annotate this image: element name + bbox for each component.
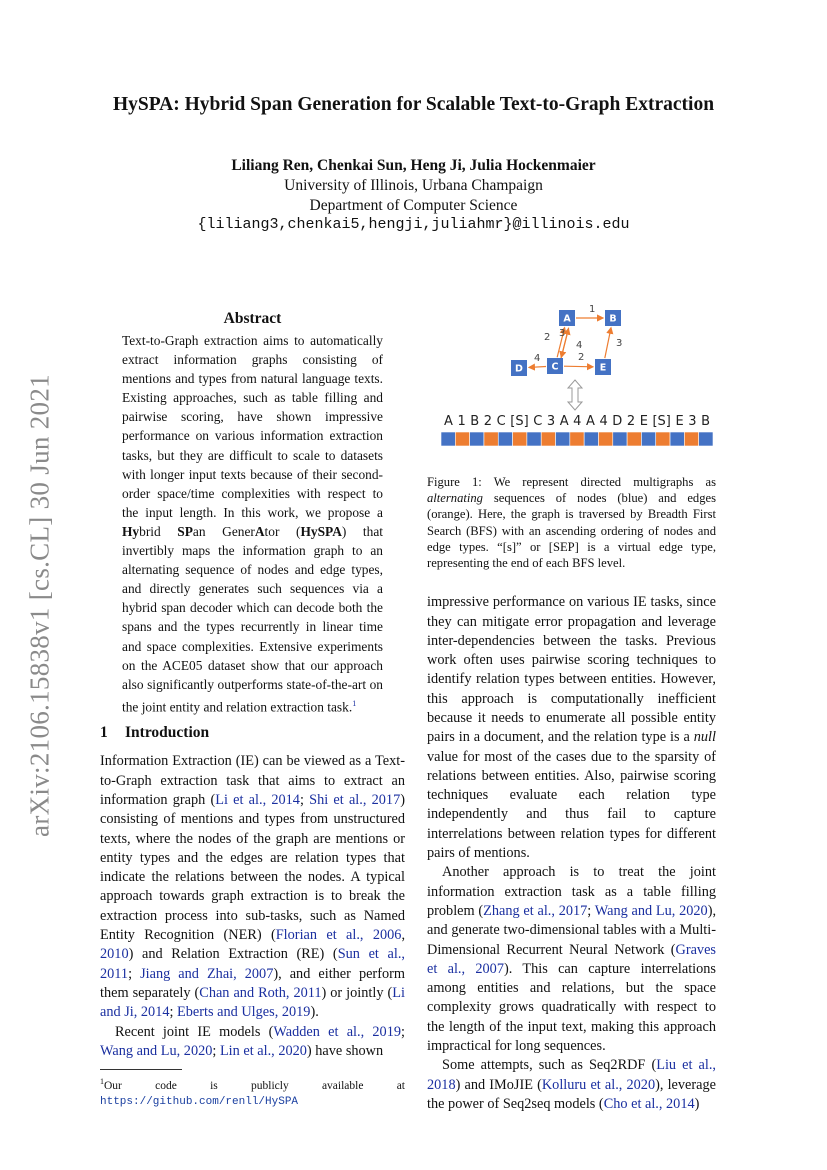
- authors: Liliang Ren, Chenkai Sun, Heng Ji, Julia Hockenmaier: [231, 157, 596, 174]
- citation-link[interactable]: Li et al., 2014: [215, 791, 300, 808]
- sequence-cell: [570, 432, 584, 446]
- sequence-cell: [584, 432, 598, 446]
- bidirectional-arrow-icon: [568, 380, 582, 410]
- text-run: ;: [212, 1042, 220, 1059]
- text-run: ) consisting of mentions and types from unstructured texts, where the nodes of the graph are mentions or entity types and the edges are relation types that indicate the relations between the nodes. A typical approach towards graph extraction is to break the extraction process into sub-tasks, such as Named Entity Recognition (NER) (: [100, 791, 405, 944]
- sequence-token: C: [533, 414, 543, 429]
- citation-link[interactable]: Zhang et al., 2017: [483, 902, 588, 919]
- text-run: Information Extraction (IE) can be viewed as a Text-to-Graph extraction task that aims to extract an information graph (: [100, 753, 405, 808]
- citation-link[interactable]: Chan and Roth, 2011: [199, 984, 322, 1001]
- citation-link[interactable]: Jiang and Zhai, 2007: [140, 965, 274, 982]
- edge-label: 2: [544, 332, 551, 343]
- citation-link[interactable]: Graves et al., 2007: [427, 941, 716, 977]
- footnote: [100, 1074, 405, 1110]
- sequence-cell: [699, 432, 713, 446]
- sequence-cell: [670, 432, 684, 446]
- sequence-token: 2: [483, 414, 493, 429]
- citation-link[interactable]: Shi et al., 2017: [309, 791, 401, 808]
- text-run: Another approach is to treat the joint information extraction task as a table filling problem (: [427, 864, 716, 919]
- figure-caption: [427, 474, 716, 571]
- text-run: ) or jointly (: [321, 984, 393, 1001]
- footnote-rule: [100, 1069, 182, 1070]
- citation-link[interactable]: 2010: [100, 946, 129, 963]
- edge-label: 4: [534, 353, 541, 364]
- citation-link[interactable]: Wang and Lu, 2020: [100, 1042, 213, 1059]
- text-run: Text-to-Graph extraction aims to automatically extract information graphs consisting of mentions and types from natural language texts. Existing approaches, such as table filling and pairwise scoring, have shown impressive performance on various information extraction tasks, but they are difficult to scale to datasets with longer input texts because of their second-order space/time complexities with respect to the input length. In this work, we propose a: [122, 333, 383, 520]
- text-run: value for most of the cases due to the sparsity of relations between entities. Also, pairwise scoring techniques evaluate each relation type independently and thus fail to capture interrelations between relation types for different pairs of mentions.: [427, 748, 716, 862]
- sequence-cell: [455, 432, 469, 446]
- author-emails: {liliang3,chenkai5,hengji,juliahmr}@illinois.edu: [197, 216, 630, 233]
- sequence-token: C: [496, 414, 506, 429]
- node-label: E: [599, 362, 607, 374]
- introduction-text: [100, 752, 405, 1061]
- text-run: Figure 1: We represent directed multigraphs as: [427, 475, 716, 489]
- edge-label: 2: [578, 352, 585, 363]
- paragraph: [427, 863, 716, 1056]
- citation-link[interactable]: Wang and Lu, 2020: [594, 902, 708, 919]
- left-column: [100, 310, 405, 1110]
- paragraph: [427, 1056, 716, 1114]
- text-run: alternating: [427, 491, 483, 506]
- sequence-token: 4: [573, 414, 582, 429]
- sequence-token: A: [444, 414, 453, 429]
- sequence-cell: [498, 432, 512, 446]
- text-run: an Gener: [192, 523, 255, 539]
- sequence-token: 2: [626, 414, 636, 429]
- sequence-token: 3: [546, 414, 556, 429]
- citation-link[interactable]: Florian et al., 2006: [275, 927, 402, 944]
- footnote-ref[interactable]: 1: [352, 698, 357, 708]
- text-run: ).: [310, 1004, 319, 1021]
- paragraph: [427, 593, 716, 863]
- sequence-cell: [613, 432, 627, 446]
- citation-link[interactable]: Wadden et al., 2019: [273, 1023, 402, 1040]
- sequence-token: E: [675, 414, 684, 429]
- text-run: ,: [401, 927, 406, 944]
- node-label: A: [563, 313, 571, 325]
- text-run: ) that invertibly maps the information graph to an alternating sequence of nodes and edge types, and directly generates such sequences via a hybrid span decoder which can decode both the spans and the types recurrently in linear time and space complexities. Extensive experiments on the ACE05 dataset show that our approach also significantly outperforms state-of-the-art on the joint entity and relation extraction task.: [122, 523, 383, 715]
- text-run: ) and Relation Extraction (RE) (: [128, 946, 338, 963]
- abstract-text: [122, 331, 383, 716]
- sequence-token: 4: [599, 414, 608, 429]
- sequence-token: B: [701, 414, 710, 429]
- affiliation-department: Department of Computer Science: [309, 197, 518, 214]
- sequence-token: E: [639, 414, 648, 429]
- sequence-cell: [641, 432, 655, 446]
- text-run: ). This can capture interrelations among entities and relations, but the space complexity grows quadratically with respect to the length of the input text, making this approach impractical for long sequences.: [427, 960, 716, 1055]
- citation-link[interactable]: Li and Ji, 2014: [100, 984, 405, 1021]
- sequence-cell: [441, 432, 455, 446]
- sequence-cell: [656, 432, 670, 446]
- sequence-token: [S]: [510, 414, 529, 429]
- edge-arrow: [605, 328, 611, 358]
- text-run: brid: [139, 523, 178, 539]
- footnote-text: Our code is publicly available at: [104, 1079, 405, 1092]
- text-run: null: [693, 729, 716, 746]
- citation-link[interactable]: Liu et al., 2018: [427, 1057, 716, 1093]
- sequence-cell: [541, 432, 555, 446]
- paragraph: [100, 1023, 405, 1062]
- citation-link[interactable]: Cho et al., 2014: [603, 1095, 695, 1112]
- arxiv-identifier: arXiv:2106.15838v1 [cs.CL] 30 Jun 2021: [24, 374, 55, 837]
- edge-arrow: [564, 366, 593, 367]
- sequence-cell: [627, 432, 641, 446]
- footnote-mark: 1: [100, 1077, 104, 1087]
- sequence-cell: [470, 432, 484, 446]
- sequence-token: A: [586, 414, 595, 429]
- text-run: Some attempts, such as Seq2RDF (: [442, 1057, 657, 1074]
- text-run: ;: [169, 1004, 178, 1021]
- section-heading-introduction: [100, 724, 405, 742]
- text-run: ;: [299, 791, 310, 808]
- text-run: ), leverage the power of Seq2seq models (: [427, 1076, 716, 1112]
- section-title: Introduction: [125, 724, 210, 742]
- edge-label: 3: [616, 338, 623, 349]
- citation-link[interactable]: Eberts and Ulges, 2019: [177, 1004, 311, 1021]
- edge-arrow: [529, 366, 546, 367]
- sequence-token: 3: [688, 414, 697, 429]
- right-column: [427, 300, 716, 1114]
- edge-label: 1: [589, 304, 596, 315]
- code-url-link[interactable]: https://github.com/renll/HySPA: [100, 1095, 299, 1108]
- citation-link[interactable]: Lin et al., 2020: [219, 1042, 307, 1059]
- text-run: Recent joint IE models (: [115, 1023, 274, 1040]
- sequence-token: 1: [457, 414, 466, 429]
- sequence-token: B: [470, 414, 480, 429]
- sequence-cell: [513, 432, 527, 446]
- abstract-paragraph: [122, 331, 383, 716]
- text-run: ) have shown: [306, 1042, 384, 1059]
- caption-text: [427, 474, 716, 571]
- right-column-text: [427, 593, 716, 1114]
- affiliation-university: University of Illinois, Urbana Champaign: [284, 177, 543, 194]
- text-run: ) and IMoJIE (: [455, 1076, 542, 1093]
- abstract-heading: Abstract: [223, 310, 282, 327]
- text-run: tor (: [264, 523, 301, 539]
- text-run: SP: [177, 523, 193, 539]
- sequence-token: [S]: [652, 414, 671, 429]
- section-number: 1: [100, 724, 108, 742]
- sequence-cell: [484, 432, 498, 446]
- text-run: ;: [128, 965, 141, 982]
- node-label: C: [551, 361, 559, 373]
- paragraph: [100, 752, 405, 1022]
- text-run: ;: [401, 1023, 405, 1040]
- sequence-token: A: [559, 414, 569, 429]
- citation-link[interactable]: Sun et al., 2011: [100, 946, 405, 982]
- node-label: D: [515, 363, 523, 375]
- sequence-cell: [527, 432, 541, 446]
- text-run: ), and either perform them separately (: [100, 965, 405, 1001]
- text-run: ), and generate two-dimensional tables with a Multi-Dimensional Recurrent Neural Network (: [427, 902, 717, 958]
- figure-1-graph: [430, 300, 720, 450]
- edge-label: 4: [576, 340, 583, 351]
- text-run: HySPA: [300, 523, 342, 539]
- node-label: B: [609, 313, 617, 325]
- text-run: ): [694, 1095, 700, 1112]
- sequence-token: D: [612, 414, 623, 429]
- text-run: sequences of nodes (blue) and edges (orange). Here, the graph is traversed by Breadth First Search (BFS) with an ascending ordering of nodes and edge types. “[s]” or [SEP] is a virtual edge type, representing the end of each BFS level.: [427, 491, 716, 571]
- text-run: Hy: [122, 523, 140, 539]
- text-run: impressive performance on various IE tasks, since they can mitigate error propagation and leverage inter-dependencies between the tasks. Previous work often uses pairwise scoring techniques to identify relation types between entities. However, this approach is computationally inefficient because it needs to enumerate all possible entity pairs in a document, and the relation type is a: [427, 594, 716, 746]
- sequence-cell: [556, 432, 570, 446]
- paper-title: HySPA: Hybrid Span Generation for Scalable Text-to-Graph Extraction: [112, 94, 715, 115]
- sequence-cell: [598, 432, 612, 446]
- sequence-cell: [684, 432, 698, 446]
- text-run: A: [254, 523, 265, 539]
- citation-link[interactable]: Kolluru et al., 2020: [541, 1076, 656, 1093]
- text-run: ;: [587, 902, 595, 919]
- edge-label: 3: [559, 328, 566, 339]
